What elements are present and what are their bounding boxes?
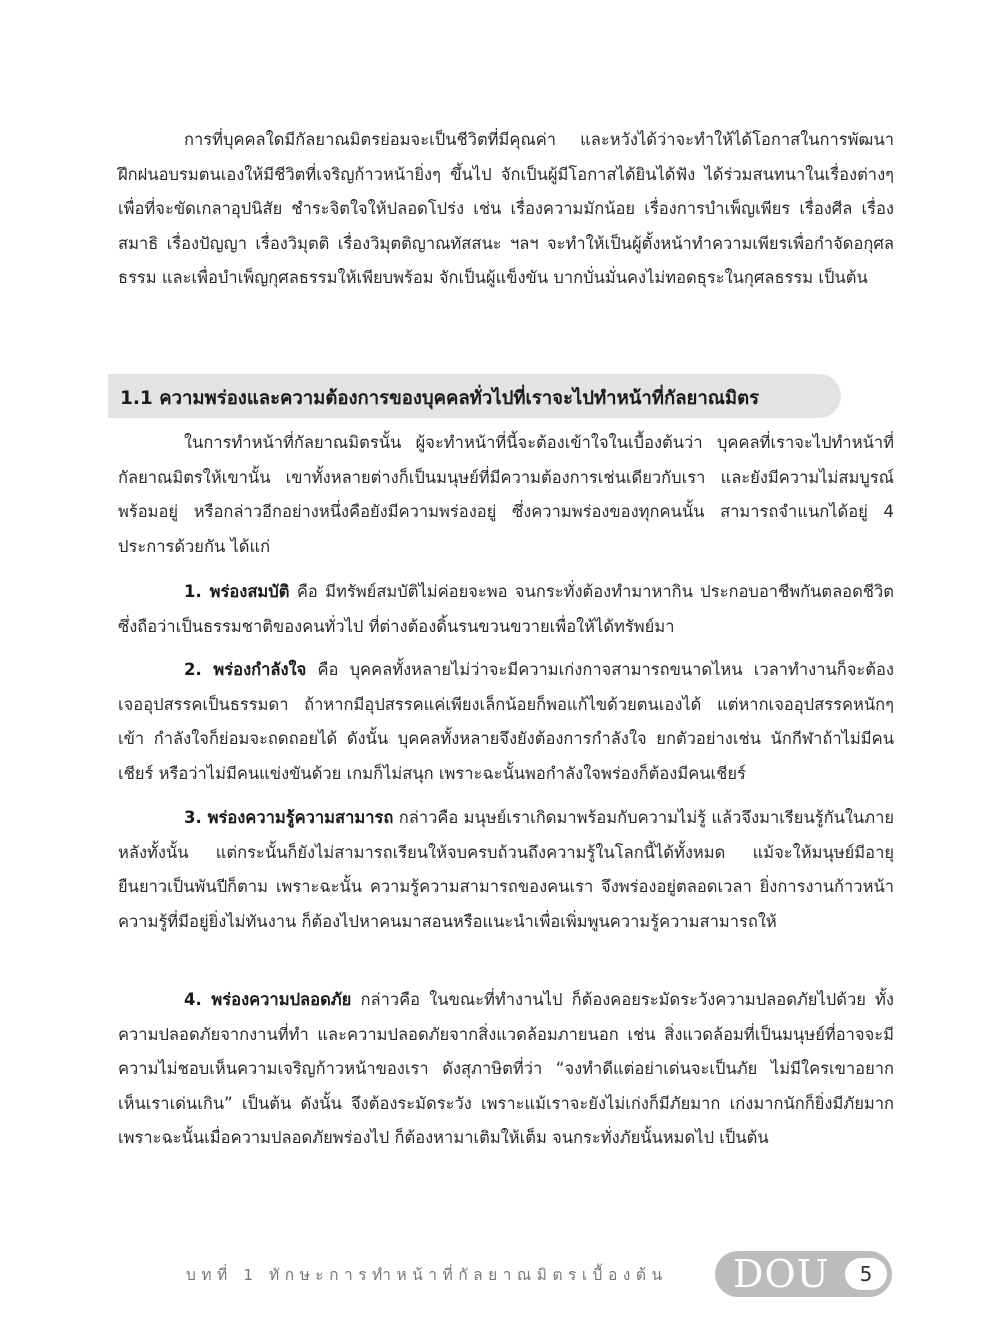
section-intro-paragraph: ในการทำหน้าที่กัลยาณมิตรนั้น ผู้จะทำหน้าที่นี้จะต้องเข้าใจในเบื้องต้นว่า บุคคลที่เราจะไปทำหน้าที่กัลยาณมิตรให้เขานั้น เขาทั้งหลายต่างก็เป็นมนุษย์ที่มีความต้องการเช่นเดียวกับเรา และยังมีความไม่สมบูรณ์พร้อมอยู่ หรือกล่าวอีกอย่างหนึ่งคือยังมีความพร่องอยู่ ซึ่งความพร่องของทุกคนนั้น สามารถจำแนกได้อยู่ 4 ประการด้วยกัน ได้แก่ <box>118 433 894 556</box>
item-paragraph-4 <box>118 983 894 1156</box>
item-heading-4: 4. พร่องความปลอดภัย <box>184 990 352 1009</box>
section-title: 1.1 ความพร่องและความต้องการของบุคคลทั่วไปที่เราจะไปทำหน้าที่กัลยาณมิตร <box>120 388 760 409</box>
item-paragraph-3 <box>118 801 894 939</box>
item-paragraph-1 <box>118 575 894 644</box>
item-heading-3: 3. พร่องความรู้ความสามารถ <box>184 808 394 827</box>
item-text-2: คือ บุคคลทั้งหลายไม่ว่าจะมีความเก่งกาจสามารถขนาดไหน เวลาทำงานก็จะต้องเจออุปสรรคเป็นธรรมดา ถ้าหากมีอุปสรรคแค่เพียงเล็กน้อยก็พอแก้ไขด้วยตนเองได้ แต่หากเจออุปสรรคหนักๆ เข้า กำลังใจก็ย่อมจะถดถอยได้ ดังนั้น บุคคลทั้งหลายจึงยังต้องการกำลังใจ ยกตัวอย่างเช่น นักกีฬาถ้าไม่มีคนเชียร์ หรือว่าไม่มีคนแข่งขันด้วย เกมก็ไม่สนุก เพราะฉะนั้นพอกำลังใจพร่องก็ต้องมีคนเชียร์ <box>118 660 894 783</box>
item-heading-2: 2. พร่องกำลังใจ <box>184 660 307 679</box>
item-text-4: กล่าวคือ ในขณะที่ทำงานไป ก็ต้องคอยระมัดระวังความปลอดภัยไปด้วย ทั้งความปลอดภัยจากงานที่ทำ และความปลอดภัยจากสิ่งแวดล้อมภายนอก เช่น สิ่งแวดล้อมที่เป็นมนุษย์ที่อาจจะมีความไม่ชอบเห็นความเจริญก้าวหน้าของเรา ดังสุภาษิตที่ว่า “จงทำดีแต่อย่าเด่นจะเป็นภัย ไม่มีใครเขาอยากเห็นเราเด่นเกิน” เป็นต้น ดังนั้น จึงต้องระมัดระวัง เพราะแม้เราจะยังไม่เก่งก็มีภัยมาก เก่งมากนักก็ยิ่งมีภัยมาก เพราะฉะนั้นเมื่อความปลอดภัยพร่องไป ก็ต้องหามาเติมให้เต็ม จนกระทั่งภัยนั้นหมดไป เป็นต้น <box>118 990 894 1147</box>
item-paragraph-2 <box>118 653 894 791</box>
dou-logo: DOU <box>733 1252 830 1296</box>
footer-chapter-title: บทที่ 1 ทักษะการทำหน้าที่กัลยาณมิตรเบื้องต้น <box>186 1266 668 1284</box>
item-heading-1: 1. พร่องสมบัติ <box>184 582 290 601</box>
page-number: 5 <box>845 1258 887 1290</box>
item-text-1: คือ มีทรัพย์สมบัติไม่ค่อยจะพอ จนกระทั่งต้องทำมาหากิน ประกอบอาชีพกันตลอดชีวิต ซึ่งถือว่าเป็นธรรมชาติของคนทั่วไป ที่ต่างต้องดิ้นรนขวนขวายเพื่อให้ได้ทรัพย์มา <box>118 582 894 636</box>
section-heading-bar <box>108 374 841 418</box>
intro-paragraph: การที่บุคคลใดมีกัลยาณมิตรย่อมจะเป็นชีวิตที่มีคุณค่า และหวังได้ว่าจะทำให้ได้โอกาสในการพัฒนาฝึกฝนอบรมตนเองให้มีชีวิตที่เจริญก้าวหน้ายิ่งๆ ขึ้นไป จักเป็นผู้มีโอกาสได้ยินได้ฟัง ได้ร่วมสนทนาในเรื่องต่างๆ เพื่อที่จะขัดเกลาอุปนิสัย ชำระจิตใจให้ปลอดโปร่ง เช่น เรื่องความมักน้อย เรื่องการบำเพ็ญเพียร เรื่องศีล เรื่องสมาธิ เรื่องปัญญา เรื่องวิมุตติ เรื่องวิมุตติญาณทัสสนะ ฯลฯ จะทำให้เป็นผู้ตั้งหน้าทำความเพียรเพื่อกำจัดอกุศลธรรม และเพื่อบำเพ็ญกุศลธรรมให้เพียบพร้อม จักเป็นผู้แข็งขัน บากบั่นมั่นคงไม่ทอดธุระในกุศลธรรม เป็นต้น <box>118 130 894 287</box>
page-badge <box>715 1251 892 1297</box>
item-text-3: กล่าวคือ มนุษย์เราเกิดมาพร้อมกับความไม่รู้ แล้วจึงมาเรียนรู้กันในภายหลังทั้งนั้น แต่กระนั้นก็ยังไม่สามารถเรียนให้จบครบถ้วนถึงความรู้ในโลกนี้ได้ทั้งหมด แม้จะให้มนุษย์มีอายุยืนยาวเป็นพันปีก็ตาม เพราะฉะนั้น ความรู้ความสามารถของคนเรา จึงพร่องอยู่ตลอดเวลา ยิ่งการงานก้าวหน้า ความรู้ที่มีอยู่ยิ่งไม่ทันงาน ก็ต้องไปหาคนมาสอนหรือแนะนำเพื่อเพิ่มพูนความรู้ความสามารถให้ <box>118 808 894 931</box>
